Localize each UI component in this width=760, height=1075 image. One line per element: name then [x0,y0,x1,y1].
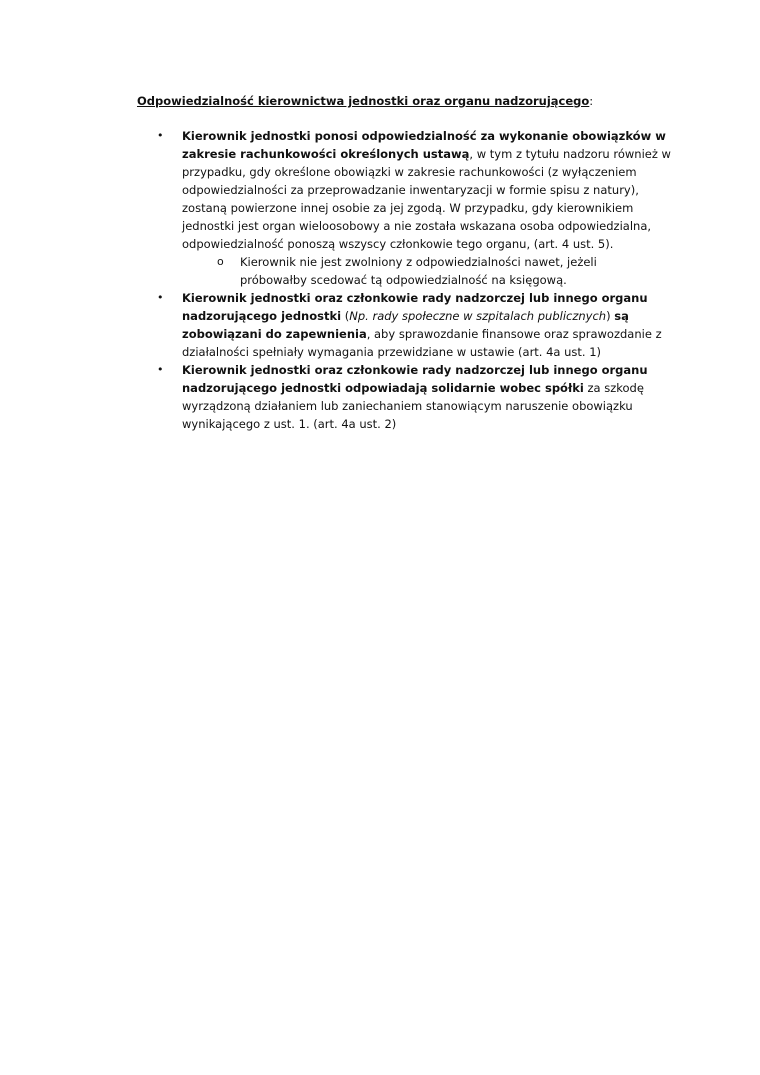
bullet-icon: • [157,363,164,376]
bold-text: nadzorującego jednostki odpowiadają solidarnie wobec spółki [182,381,584,395]
circle-bullet-icon: o [217,255,224,268]
text-line: próbowałby scedować tą odpowiedzialność na księgową. [240,273,567,287]
body-text: działalności spełniały wymagania przewidziane w ustawie (art. 4a ust. 1) [182,345,602,359]
text-line [182,361,657,379]
bold-text: Kierownik jednostki oraz członkowie rady nadzorczej lub innego organu [182,363,648,377]
bold-text: zobowiązani do zapewnienia [182,327,367,341]
body-text: przypadku, gdy określone obowiązki w zakresie rachunkowości (z wyłączeniem [182,165,637,179]
title-text: Odpowiedzialność kierownictwa jednostki oraz organu nadzorującego [137,94,590,108]
body-text: ( [341,309,350,323]
text-line [182,199,657,217]
bold-text: nadzorującego jednostki [182,309,342,323]
text-line [182,325,662,343]
body-text: jednostki jest organ wieloosobowy a nie została wskazana osoba odpowiedzialna, [182,219,652,233]
body-text: , w tym z tytułu nadzoru również w [469,147,671,161]
body-text: odpowiedzialność ponoszą wszyscy członkowie tego organu, (art. 4 ust. 5). [182,237,614,251]
bold-text: zakresie rachunkowości określonych ustawą [182,147,470,161]
bold-text: są [614,309,629,323]
italic-text: Np. rady społeczne w szpitalach publicznych [349,309,607,323]
text-line [182,343,657,361]
body-text: zostaną powierzone innej osobie za jej zgodą. W przypadku, gdy kierownikiem [182,201,634,215]
body-text: odpowiedzialności za przeprowadzanie inwentaryzacji w formie spisu z natury), [182,183,639,197]
list-item-1 [137,127,671,289]
bullet-icon: • [157,291,164,304]
body-text: wynikającego z ust. 1. (art. 4a ust. 2) [182,417,397,431]
text-line [182,415,657,433]
bold-text: Kierownik jednostki ponosi odpowiedzialność za wykonanie obowiązków w [182,129,666,143]
body-text: ) [606,309,615,323]
bold-text: Kierownik jednostki oraz członkowie rady nadzorczej lub innego organu [182,291,648,305]
text-line [182,397,657,415]
text-line [182,145,671,163]
sub-list-item [182,253,657,289]
text-line [182,217,657,235]
text-line [182,181,657,199]
list-item-3 [137,361,657,433]
body-text: za szkodę [583,381,644,395]
text-line [182,379,657,397]
title-colon: : [589,94,594,108]
text-line [182,235,657,253]
body-text: , aby sprawozdanie finansowe oraz sprawozdanie z [366,327,662,341]
text-line: Kierownik nie jest zwolniony z odpowiedzialności nawet, jeżeli [240,255,597,269]
page-title [137,93,593,110]
bullet-list [137,127,671,433]
bullet-icon: • [157,129,164,142]
text-line [182,289,657,307]
body-text: wyrządzoną działaniem lub zaniechaniem stanowiącym naruszenie obowiązku [182,399,633,413]
text-line [182,307,657,325]
text-line [182,163,657,181]
list-item-2 [137,289,662,361]
text-line [182,127,666,145]
